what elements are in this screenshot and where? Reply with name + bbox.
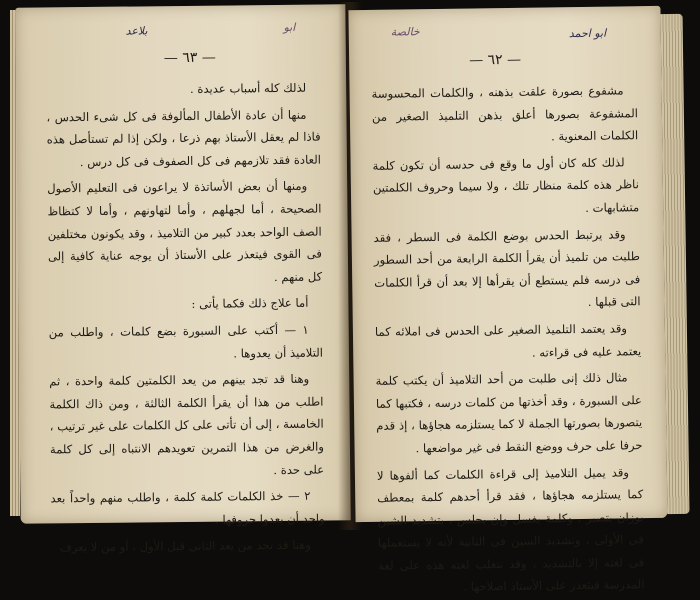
paragraph: ١ — أكتب على السبورة بضع كلمات ، واطلب من التلاميذ أن يعدوها . — [48, 322, 324, 361]
page-text — [46, 77, 325, 560]
handwritten-note: بلاعد — [125, 24, 148, 38]
paragraph: مثال ذلك إنى طلبت من أحد التلاميذ أن يكتب كلمة على السبورة ، وقد أخذتها من كلمات درسه ، فكتبها كما يتصورها بصورتها الجملة لا كما يستلزمه هجاؤها ، إذ قدم حرفا على حرف ووضع النقط فى غير مواضعها . — [375, 370, 643, 456]
paragraph: لذلك كله أسباب عديدة . — [189, 80, 307, 96]
paragraph: وقد يعتمد التلميذ الصغير على الحدس فى املائه كما يعتمد عليه فى قراءته . — [374, 321, 642, 360]
paragraph: وقد يرتبط الحدس بوضع الكلمة فى السطر ، فقد طلبت من تلميذ أن يقرأ الكلمة الرابعة من أحد السطور فى درسه فلم يستطع أن يقرأها إلا بعد أن قرأ الكلمات التى قبلها . — [373, 226, 641, 310]
handwritten-note: ابو احمد — [568, 26, 607, 41]
paragraph: أما علاج ذلك فكما يأتى : — [191, 296, 309, 312]
paragraph: وهنا قد تجد بينهم من يعد الكلمتين كلمة واحدة ، ثم اطلب من هذا أن يقرأ الكلمة الثالثة ، ومن ذاك الكلمة الخامسة ، إلى أن تأتى على كل الكلمات على غير ترتيب ، والغرض من هذا التمرين تعويدهم الانتباه إلى كل كلمة على حدة . — [49, 371, 325, 477]
right-page — [348, 6, 667, 595]
handwritten-note: خالصة — [390, 25, 420, 39]
paragraph: ومنها أن بعض الأساتذة لا يراعون فى التعليم الأصول الصحيحة ، أما لجهلهم ، وأما لتهاونهم ، وأما لا كتظاظ الصف الواحد بعدد كبير من التلاميذ ، وقد يكونون مختلفين فى القوى فيتعذر على الأستاذ أن يوجه عناية كافية إلى كل منهم . — [47, 179, 323, 284]
paragraph: منها أن عادة الأطفال المألوفة فى كل شىء الحدس ، فاذا لم يعقل الأستاذ بهم ذرعا ، ولكن إذا لم تستأصل هذه العادة فقد تلازمهم فى كل الصفوف فى كل درس . — [46, 107, 321, 169]
page-number: — ٦٢ — — [469, 51, 522, 69]
paragraph: لذلك كله كان أول ما وقع فى حدسه أن تكون كلمة ناظر هذه كلمة منظار تلك ، ولا سيما وحروف الكلمتين متشابهات . — [372, 155, 640, 215]
paragraph: وهنا قد تجد من يعد الثانى قبل الأول ، أو من لا يعرف — [59, 537, 312, 555]
paragraph: وقد يميل التلاميذ إلى قراءة الكلمات كما ألفوها لا كما يستلزمه هجاؤها ، فقد قرأ أحدهم كلمة بمعطف بوزان بتصبر ، وكلمة يغسل وإن يجلس ، بتشديد الشين فى الأولى ، وتشديد السين فى الثانية لأنه لا يستعملها فى لغته إلا بالتشديد ، وقد تتغلب لغته هذه على لغة المدرسة فيتعذر على الأستاذ اصلاحها . — [376, 464, 645, 595]
paragraph: ٢ — خذ الكلمات كلمة كلمة ، واطلب منهم واحداً بعد واحد أن يعدوا حروفها . — [50, 488, 325, 527]
page-number: — ٦٣ — — [163, 49, 216, 67]
handwritten-note: ابو — [283, 20, 296, 34]
paragraph: مشفوع بصورة علقت بذهنه ، والكلمات المحسوسة المشفوعة بصورها أعلق بذهن التلميذ الصغير من الكلمات المعنوية . — [371, 83, 639, 144]
left-page — [15, 4, 350, 555]
page-text — [371, 79, 644, 600]
